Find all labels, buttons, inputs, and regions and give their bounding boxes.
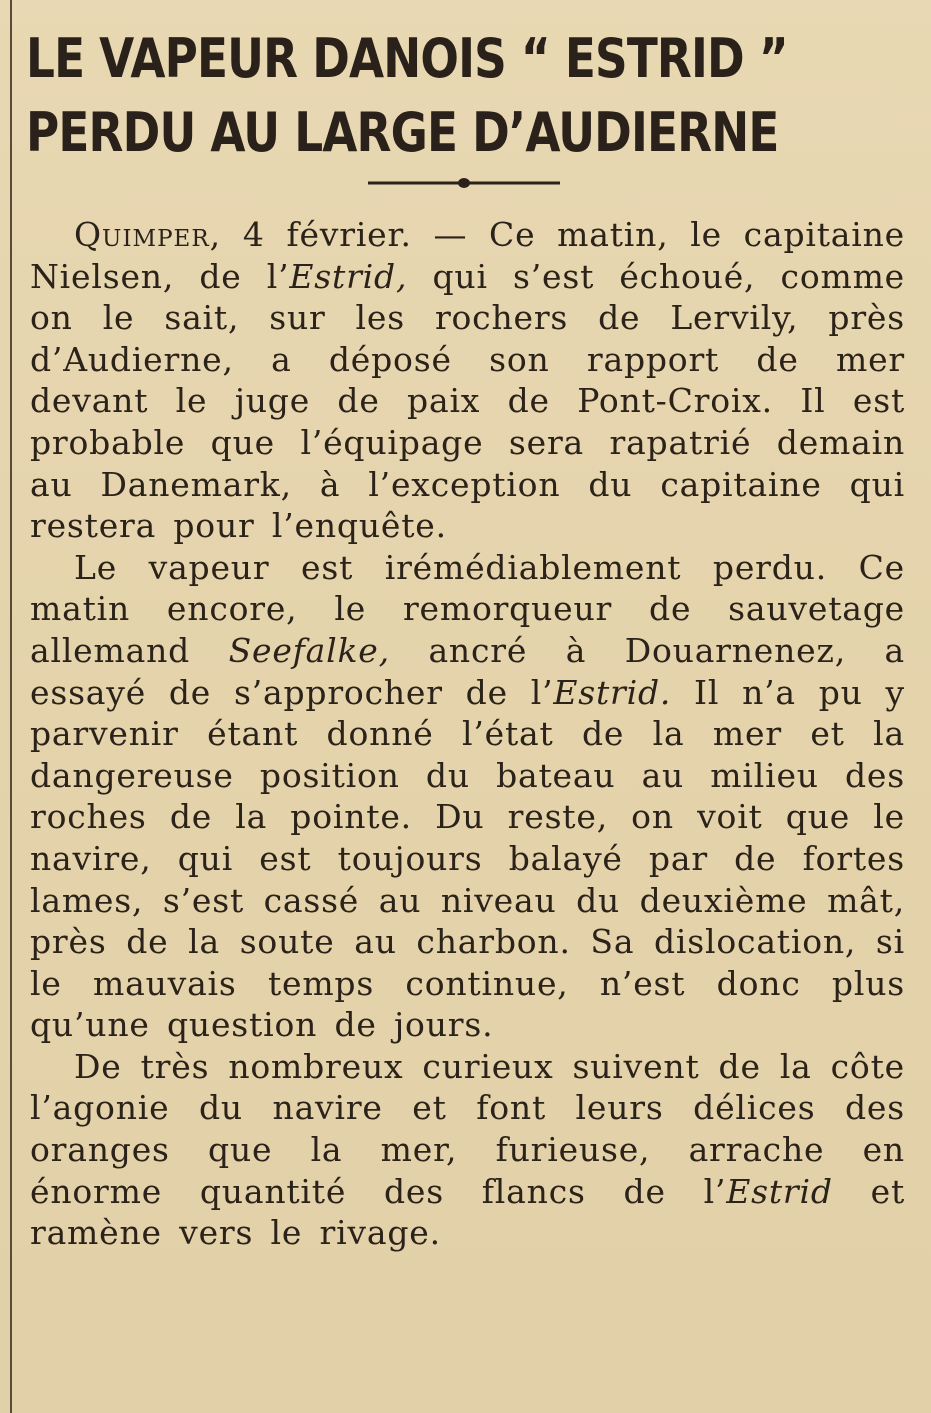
paragraph-2 [30, 547, 905, 1046]
paragraph-3-text-a: De très nombreux curieux suivent de la côte l’agonie du navire et font leurs délices des oranges que la mer, furieuse, arrache en énorme quantité des flancs de l’ [30, 1046, 905, 1211]
ship-name: Estrid [726, 1171, 833, 1211]
article-body [30, 214, 905, 1254]
headline-line-1: LE VAPEUR DANOIS “ ESTRID ” [26, 27, 788, 90]
paragraph-2-text-c: Il n’a pu y parvenir étant donné l’état de la mer et la dangereuse position du bateau au milieu des roches de la pointe. Du reste, on voit que le navire, qui est toujours balayé par de fortes lames, s’est cassé au niveau du deuxième mât, près de la soute au charbon. Sa dislocation, si le mauvais temps continue, n’est donc plus qu’une question de jours. [30, 672, 905, 1045]
ship-name: Estrid. [553, 672, 672, 712]
paragraph-3-text-b: et ramène vers le rivage. [30, 1171, 906, 1253]
paragraph-1-text-a: 4 février. — Ce matin, le capitaine Nielsen, de l’ [30, 215, 905, 296]
ship-name: Estrid, [289, 256, 408, 296]
paragraph-3 [30, 1046, 905, 1254]
tug-name: Seefalke, [228, 630, 390, 670]
ornamental-rule-icon [368, 176, 560, 190]
headline-line-2: PERDU AU LARGE D’AUDIERNE [26, 101, 779, 164]
dateline-city: Quimper, [74, 215, 222, 254]
headline [26, 22, 916, 170]
paragraph-2-text-a: Le vapeur est irémédiablement perdu. Ce matin encore, le remorqueur de sauvetage allemand [30, 547, 905, 670]
column-rule [10, 0, 12, 1413]
paragraph-1 [30, 214, 905, 547]
paragraph-2-text-b: ancré à Douarnenez, a essayé de s’approcher de l’ [30, 630, 905, 712]
paragraph-1-text-b: qui s’est échoué, comme on le sait, sur les rochers de Lervily, près d’Audierne, a déposé son rapport de mer devant le juge de paix de Pont-Croix. Il est probable que l’équipage sera rapatrié demain au Danemark, à l’exception du capitaine qui restera pour l’enquête. [30, 256, 905, 546]
